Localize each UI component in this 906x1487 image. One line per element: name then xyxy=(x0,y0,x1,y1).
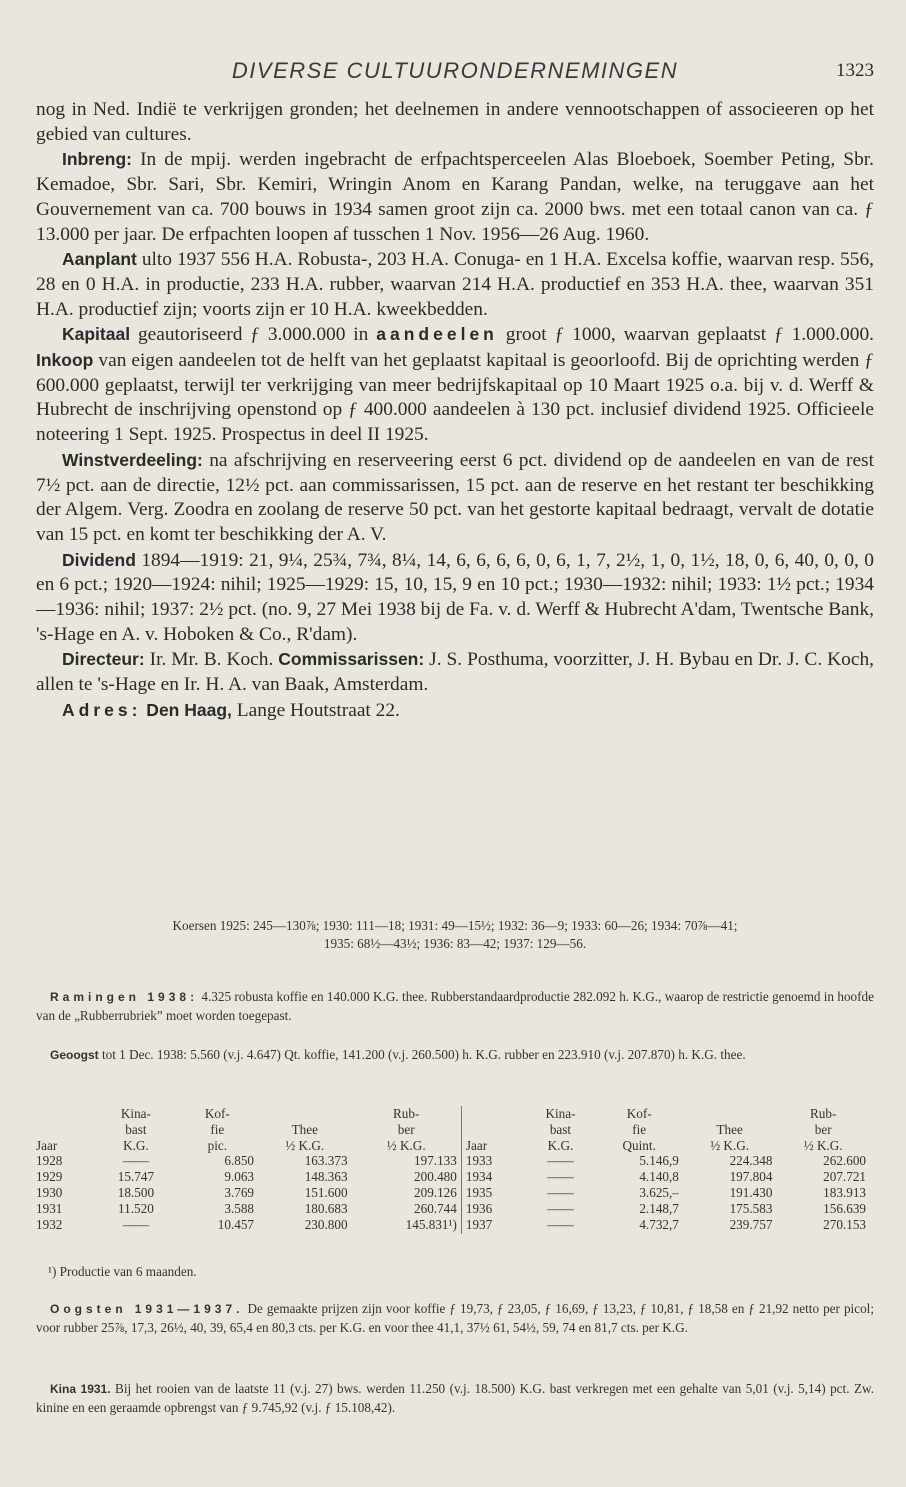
production-table xyxy=(32,1106,870,1234)
table-cell: 145.831¹) xyxy=(405,1216,457,1232)
header-cell: bast xyxy=(125,1121,147,1137)
dividend-paragraph xyxy=(36,548,874,648)
aanplant-text: ulto 1937 556 H.A. Robusta-, 203 H.A. Conuga- en 1 H.A. Excelsa koffie, waarvan resp. 556, 28 en 0 H.A. in productie, 233 H.A. rubber, waarvan 214 H.A. productief en 353 H.A. thee, waarvan 351 H.A. productief zijn; voorts zijn er 10 H.A. kweekbedden. xyxy=(36,249,874,320)
table-cell: 9.063 xyxy=(224,1169,255,1185)
table-cell: 3.769 xyxy=(224,1184,255,1200)
table-cell: 151.600 xyxy=(304,1184,348,1200)
table-cell: 156.639 xyxy=(823,1200,866,1216)
header-cell xyxy=(683,1106,777,1122)
header-cell xyxy=(32,1122,95,1138)
table-cell: —— xyxy=(122,1153,150,1169)
table-cell: 197.133 xyxy=(414,1153,457,1169)
table-row xyxy=(32,1169,870,1185)
ramingen-block xyxy=(36,988,874,1024)
oogsten-label: Oogsten 1931—1937. xyxy=(50,1302,244,1316)
inbreng-text: In de mpij. werden ingebracht de erfpachtsperceelen Alas Bloeboek, Soember Peting, Sbr. Kemadoe, Sbr. Sari, Sbr. Kemiri, Wringin Anom en Karang Pandan, welke, na teruggave aan het Gouvernement van ca. 700 bouws in 1934 samen groot zijn ca. 2000 bws. met een totaal canon van ca. ƒ 13.000 per jaar. De erfpachten loopen af tusschen 1 Nov. 1956—26 Aug. 1960. xyxy=(36,149,874,245)
header-cell xyxy=(461,1106,525,1122)
table-cell: 18.500 xyxy=(117,1184,155,1200)
dividend-text: 1894—1919: 21, 9¼, 25¾, 7¾, 8¼, 14, 6, 6, 6, 6, 0, 6, 1, 7, 2½, 1, 0, 1½, 18, 0, 6, 40, 0, 0, 0 en 6 pct.; 1920—1924: nihil; 1925—1929: 15, 10, 15, 9 en 10 pct.; 1930—1932: nihil; 1933: 1½ pct.; 1934—1936: nihil; 1937: 2½ pct. (no. 9, 27 Mei 1938 bij de Fa. v. d. Werff & Hubrecht A'dam, Twentsche Bank, 's-Hage en A. v. Hoboken & Co., R'dam). xyxy=(36,549,874,645)
header-cell: Rub- xyxy=(393,1106,420,1121)
table-cell: 197.804 xyxy=(729,1169,773,1185)
header-cell: Rub- xyxy=(810,1106,837,1121)
table-cell: 180.683 xyxy=(304,1200,348,1216)
commissarissen-label: Commissarissen: xyxy=(278,649,425,670)
table-cell: 260.744 xyxy=(414,1200,457,1216)
table-cell: 3.625,– xyxy=(639,1184,679,1200)
winstverdeeling-paragraph xyxy=(36,448,874,548)
header-cell: K.G. xyxy=(123,1137,149,1153)
directeur-text: Ir. Mr. B. Koch. xyxy=(144,649,279,671)
purpose-paragraph xyxy=(36,98,874,147)
koersen-block xyxy=(36,917,874,952)
koersen-line-1: Koersen 1925: 245—130⅞; 1930: 111—18; 1931: 49—15½; 1932: 36—9; 1933: 60—26; 1934: 70⅞—41; xyxy=(172,918,738,933)
header-cell: ½ K.G. xyxy=(386,1137,426,1153)
header-cell: bast xyxy=(549,1121,572,1137)
inkoop-label: Inkoop xyxy=(36,350,94,371)
table-row xyxy=(32,1217,870,1235)
table-cell: 209.126 xyxy=(414,1184,457,1200)
kina-block xyxy=(36,1380,874,1416)
kina-paragraph xyxy=(36,1380,874,1416)
table-cell: 183.913 xyxy=(823,1184,866,1200)
header-cell: pic. xyxy=(207,1137,228,1153)
winstverdeeling-label: Winstverdeeling: xyxy=(62,449,203,470)
header-cell: Jaar xyxy=(461,1138,525,1154)
table-cell: 175.583 xyxy=(729,1200,773,1216)
table-cell: 163.373 xyxy=(304,1153,348,1169)
table-cell: 11.520 xyxy=(118,1200,154,1216)
kina-label: Kina 1931. xyxy=(50,1382,111,1396)
aanplant-paragraph xyxy=(36,247,874,322)
header-cell: Quint. xyxy=(622,1137,656,1153)
oogsten-text: De gemaakte prijzen zijn voor koffie ƒ 19,73, ƒ 23,05, ƒ 16,69, ƒ 13,23, ƒ 10,81, ƒ 18,58 en ƒ 21,92 netto per picol; voor rubber 25⅞, 17,3, 26½, 40, 39, 65,4 en 80,3 cts. per K.G. en voor thee 41,1, 37½ 61, 54½, 59, 74 en 81,7 cts. per K.G. xyxy=(36,1301,874,1335)
kapitaal-text-c: van eigen aandeelen tot de helft van het geplaatst kapitaal is geoorloofd. Bij de oprichting werden ƒ 600.000 geplaatst, terwijl ter verkrijging van meer bedrijfskapitaal op 10 Maart 1925 o.a. bij v. d. Werff & Hubrecht de inschrijving openstond op ƒ 400.000 aandeelen à 130 pct. inclusief dividend 1925. Officieele noteering 1 Sept. 1925. Prospectus in deel II 1925. xyxy=(36,350,874,446)
kapitaal-text-b: groot ƒ 1000, waarvan geplaatst ƒ 1.000.000. xyxy=(497,324,874,346)
table-cell: —— xyxy=(547,1200,574,1216)
table-cell: —— xyxy=(122,1216,150,1232)
header-cell xyxy=(461,1122,525,1138)
table-cell: 1936 xyxy=(461,1201,525,1217)
header-cell: Kof- xyxy=(626,1106,652,1121)
inbreng-label: Inbreng: xyxy=(62,149,132,170)
table-cell: —— xyxy=(547,1169,574,1185)
kapitaal-text-a: geautoriseerd ƒ 3.000.000 in xyxy=(130,324,377,346)
table-cell: 6.850 xyxy=(224,1153,255,1169)
running-header xyxy=(36,58,874,88)
table-cell: 270.153 xyxy=(823,1216,866,1232)
table-cell: 3.588 xyxy=(224,1200,255,1216)
running-title: DIVERSE CULTUURONDERNEMINGEN xyxy=(231,58,679,83)
header-cell xyxy=(258,1106,352,1122)
table-cell: 2.148,7 xyxy=(639,1200,679,1216)
geoogst-block xyxy=(36,1046,874,1065)
page-number: 1323 xyxy=(836,60,874,81)
header-cell: ber xyxy=(814,1121,832,1137)
table-cell: 1928 xyxy=(36,1153,63,1169)
header-cell: ½ K.G. xyxy=(710,1137,750,1153)
geoogst-text: tot 1 Dec. 1938: 5.560 (v.j. 4.647) Qt. koffie, 141.200 (v.j. 260.500) h. K.G. rubber en 223.910 (v.j. 207.870) h. K.G. thee. xyxy=(98,1047,746,1062)
table-cell: 1937 xyxy=(461,1217,525,1235)
directie-paragraph xyxy=(36,647,874,697)
table-cell: —— xyxy=(547,1184,574,1200)
table-cell: 15.747 xyxy=(117,1169,155,1185)
table-footnote: ¹) Productie van 6 maanden. xyxy=(48,1264,197,1279)
table-cell: 1934 xyxy=(461,1169,525,1185)
table-cell: 1933 xyxy=(461,1153,525,1169)
table-cell: 230.800 xyxy=(304,1216,348,1232)
table-cell: 4.732,7 xyxy=(639,1216,679,1232)
table-row xyxy=(32,1153,870,1169)
table-header-row xyxy=(32,1106,870,1122)
header-cell: ½ K.G. xyxy=(285,1137,325,1153)
header-cell: fie xyxy=(632,1121,647,1137)
kina-text: Bij het rooien van de laatste 11 (v.j. 27) bws. werden 11.250 (v.j. 18.500) K.G. bast verkregen met een gehalte van 5,01 (v.j. 5,14) pct. Zw. kinine en een geraamde opbrengst van ƒ 9.745,92 (v.j. ƒ 15.108,42). xyxy=(36,1381,874,1415)
table-cell: 148.363 xyxy=(304,1169,348,1185)
table-cell: 262.600 xyxy=(823,1153,866,1169)
table-cell: 207.721 xyxy=(823,1169,866,1185)
header-cell: K.G. xyxy=(547,1137,574,1153)
table-cell: 5.146,9 xyxy=(639,1153,679,1169)
geoogst-paragraph xyxy=(36,1046,874,1065)
oogsten-block xyxy=(36,1300,874,1336)
header-cell xyxy=(32,1106,95,1122)
table-header-row xyxy=(32,1138,870,1154)
purpose-text: nog in Ned. Indië te verkrijgen gronden; het deelnemen in andere vennootschappen of associeeren op het gebied van cultures. xyxy=(36,99,874,145)
table-cell: 239.757 xyxy=(729,1216,773,1232)
table-cell: 191.430 xyxy=(729,1184,773,1200)
winstverdeeling-text: na afschrijving en reserveering eerst 6 pct. dividend op de aandeelen en van de rest 7½ pct. aan de directie, 12½ pct. aan commissarissen, 15 pct. aan de reserve en het restant ter beschikking der Algem. Verg. Zoodra en zoolang de reserve 50 pct. van het gestorte kapitaal bedraagt, vervalt de dotatie van 15 pct. en komt ter beschikking der A. V. xyxy=(36,449,874,545)
commissarissen-text: J. S. Posthuma, voorzitter, J. H. Bybau en Dr. J. C. Koch, allen te 's-Hage en Ir. H. A. van Baak, Amsterdam. xyxy=(36,649,874,696)
inbreng-paragraph xyxy=(36,147,874,247)
table-row xyxy=(32,1201,870,1217)
kapitaal-paragraph xyxy=(36,322,874,448)
table-cell: —— xyxy=(547,1153,574,1169)
company-entry-text xyxy=(36,98,874,724)
geoogst-label: Geoogst xyxy=(50,1048,99,1062)
aandeelen-spaced: aandeelen xyxy=(376,324,498,345)
kapitaal-label: Kapitaal xyxy=(62,324,131,345)
table-cell: 1930 xyxy=(36,1184,63,1200)
table-cell: 224.348 xyxy=(729,1153,773,1169)
table-cell: 4.140,8 xyxy=(639,1169,679,1185)
adres-text: Lange Houtstraat 22. xyxy=(231,699,400,721)
header-cell: Jaar xyxy=(36,1137,58,1153)
header-cell: Thee xyxy=(291,1121,318,1137)
header-cell: Kina- xyxy=(545,1106,576,1121)
table-cell: 10.457 xyxy=(217,1216,255,1232)
table-cell: —— xyxy=(547,1216,574,1232)
header-cell: Thee xyxy=(716,1121,743,1137)
table-cell: 200.480 xyxy=(414,1169,457,1185)
table-header-row xyxy=(32,1122,870,1138)
table-cell: 1929 xyxy=(36,1169,63,1185)
header-cell: ber xyxy=(397,1121,415,1137)
header-cell: Kina- xyxy=(120,1106,151,1121)
table-cell: 1932 xyxy=(36,1216,63,1232)
oogsten-paragraph xyxy=(36,1300,874,1336)
header-cell: fie xyxy=(210,1121,225,1137)
adres-city: Den Haag, xyxy=(141,699,232,720)
table-cell: 1935 xyxy=(461,1185,525,1201)
ramingen-paragraph xyxy=(36,988,874,1024)
ramingen-text: 4.325 robusta koffie en 140.000 K.G. thee. Rubberstandaardproductie 282.092 h. K.G., waarop de restrictie genoemd in hoofde van de „Rubberrubriek” moet worden toegepast. xyxy=(36,989,874,1023)
koersen-line-2: 1935: 68½—43½; 1936: 83—42; 1937: 129—56. xyxy=(323,935,587,951)
adres-label: Adres: xyxy=(62,699,142,720)
table-cell: 1931 xyxy=(36,1200,63,1216)
ramingen-label: Ramingen 1938: xyxy=(50,990,199,1004)
adres-paragraph xyxy=(36,698,874,724)
directeur-label: Directeur: xyxy=(62,649,145,670)
table-row xyxy=(32,1185,870,1201)
header-cell: Kof- xyxy=(204,1106,230,1121)
dividend-label: Dividend xyxy=(62,549,136,570)
header-cell: ½ K.G. xyxy=(803,1137,843,1153)
aanplant-label: Aanplant xyxy=(62,249,137,270)
